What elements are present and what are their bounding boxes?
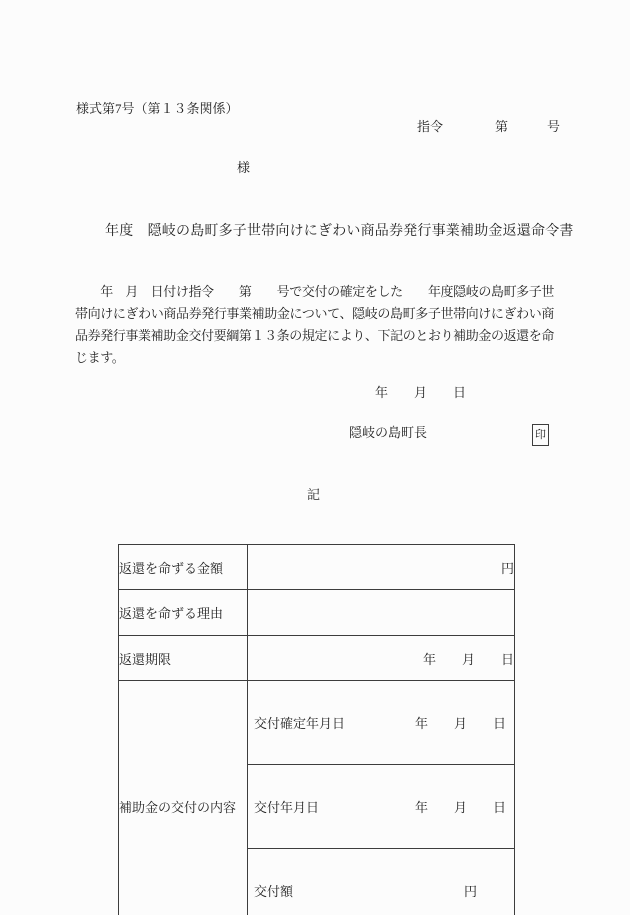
label-grant-date: 交付年月日 [254, 800, 320, 815]
document-title: 年度 隠岐の島町多子世帯向けにぎわい商品券発行事業補助金返還命令書 [105, 224, 574, 239]
label-grant-decision-date: 交付確定年月日 [254, 716, 346, 731]
value-return-amount: 円 [248, 545, 515, 590]
value-return-reason [248, 590, 515, 636]
label-return-reason: 返還を命ずる理由 [119, 590, 248, 636]
body-paragraph: 年 月 日付け指令 第 号で交付の確定をした 年度隠岐の島町多子世帯向けにぎわい商品券発行事業補助金について、隠岐の島町多子世帯向けにぎわい商品券発行事業補助金交付要綱第１３条の規定により、下記のとおり補助金の返還を命じます。 [75, 284, 554, 365]
label-grant-amount: 交付額 [254, 884, 294, 899]
seal-character: 印 [535, 428, 546, 441]
issuer-name: 隠岐の島町長 [349, 425, 428, 440]
value-grant-amount: 円 [463, 884, 477, 899]
cell-grant-decision-date [248, 681, 515, 765]
label-grant-details: 補助金の交付の内容 [119, 681, 248, 915]
seal-stamp-box [532, 424, 549, 446]
cell-grant-amount [248, 849, 515, 915]
addressee-suffix: 様 [237, 160, 251, 175]
value-grant-decision-date: 年 月 日 [414, 716, 506, 731]
cell-grant-date [248, 765, 515, 849]
table-row-grant-decision-date [119, 681, 515, 765]
form-number: 様式第7号（第１３条関係） [76, 101, 239, 116]
table-row-return-deadline [119, 636, 515, 681]
directive-number-line: 指令 第 号 [417, 119, 561, 134]
label-return-deadline: 返還期限 [119, 636, 248, 681]
record-marker: 記 [307, 487, 321, 502]
table-row-return-reason [119, 590, 515, 636]
value-grant-date: 年 月 日 [414, 800, 506, 815]
issue-date-line: 年 月 日 [375, 385, 467, 400]
return-order-table [118, 544, 515, 915]
value-return-deadline: 年 月 日 [248, 636, 515, 681]
label-return-amount: 返還を命ずる金額 [119, 545, 248, 590]
table-row-return-amount [119, 545, 515, 590]
